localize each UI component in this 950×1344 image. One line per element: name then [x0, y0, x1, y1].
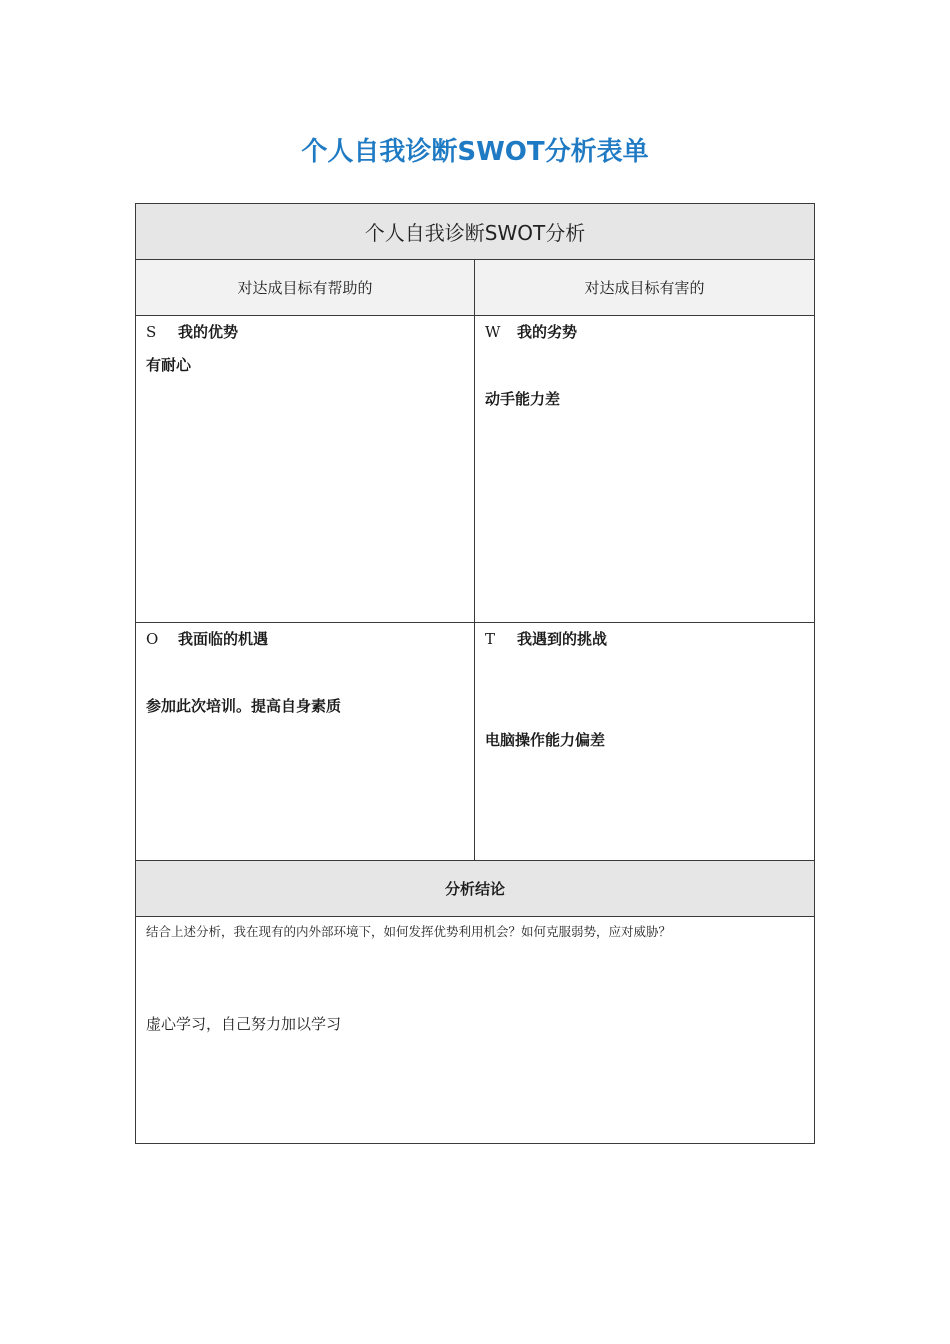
opportunities-label: 我面临的机遇 — [178, 630, 269, 648]
strengths-cell — [136, 316, 475, 622]
opportunities-letter: O — [146, 630, 159, 648]
conclusion-answer: 虚心学习，自己努力加以学习 — [146, 1015, 342, 1033]
strengths-letter: S — [146, 323, 157, 341]
harmful-column-header — [475, 260, 814, 315]
table-title: 个人自我诊断SWOT分析 — [364, 221, 586, 245]
helpful-column-header — [136, 260, 475, 315]
conclusion-heading: 分析结论 — [444, 880, 505, 898]
conclusion-prompt: 结合上述分析，我在现有的内外部环境下，如何发挥优势利用机会？如何克服弱势，应对威胁？ — [146, 924, 672, 939]
column-header-row — [136, 260, 814, 316]
weaknesses-heading — [485, 321, 577, 342]
threats-cell — [475, 623, 814, 860]
weaknesses-content: 动手能力差 — [485, 390, 561, 408]
sw-row — [136, 316, 814, 623]
threats-letter: T — [485, 630, 496, 648]
helpful-column-label: 对达成目标有帮助的 — [237, 279, 373, 297]
document-title: 个人自我诊断SWOT分析表单 — [301, 137, 649, 167]
strengths-content: 有耐心 — [146, 356, 192, 374]
opportunities-heading — [146, 628, 268, 649]
threats-content: 电脑操作能力偏差 — [485, 731, 606, 749]
weaknesses-label: 我的劣势 — [517, 323, 578, 341]
threats-heading — [485, 628, 607, 649]
harmful-column-label: 对达成目标有害的 — [584, 279, 705, 297]
swot-table — [135, 203, 815, 1144]
ot-row — [136, 623, 814, 861]
weaknesses-letter: W — [485, 323, 501, 341]
conclusion-body — [136, 917, 814, 1143]
conclusion-heading-band — [136, 861, 814, 917]
weaknesses-cell — [475, 316, 814, 622]
threats-label: 我遇到的挑战 — [517, 630, 608, 648]
opportunities-content: 参加此次培训。提高自身素质 — [146, 697, 342, 715]
strengths-label: 我的优势 — [178, 323, 239, 341]
strengths-heading — [146, 321, 238, 342]
opportunities-cell — [136, 623, 475, 860]
table-title-band — [136, 204, 814, 260]
